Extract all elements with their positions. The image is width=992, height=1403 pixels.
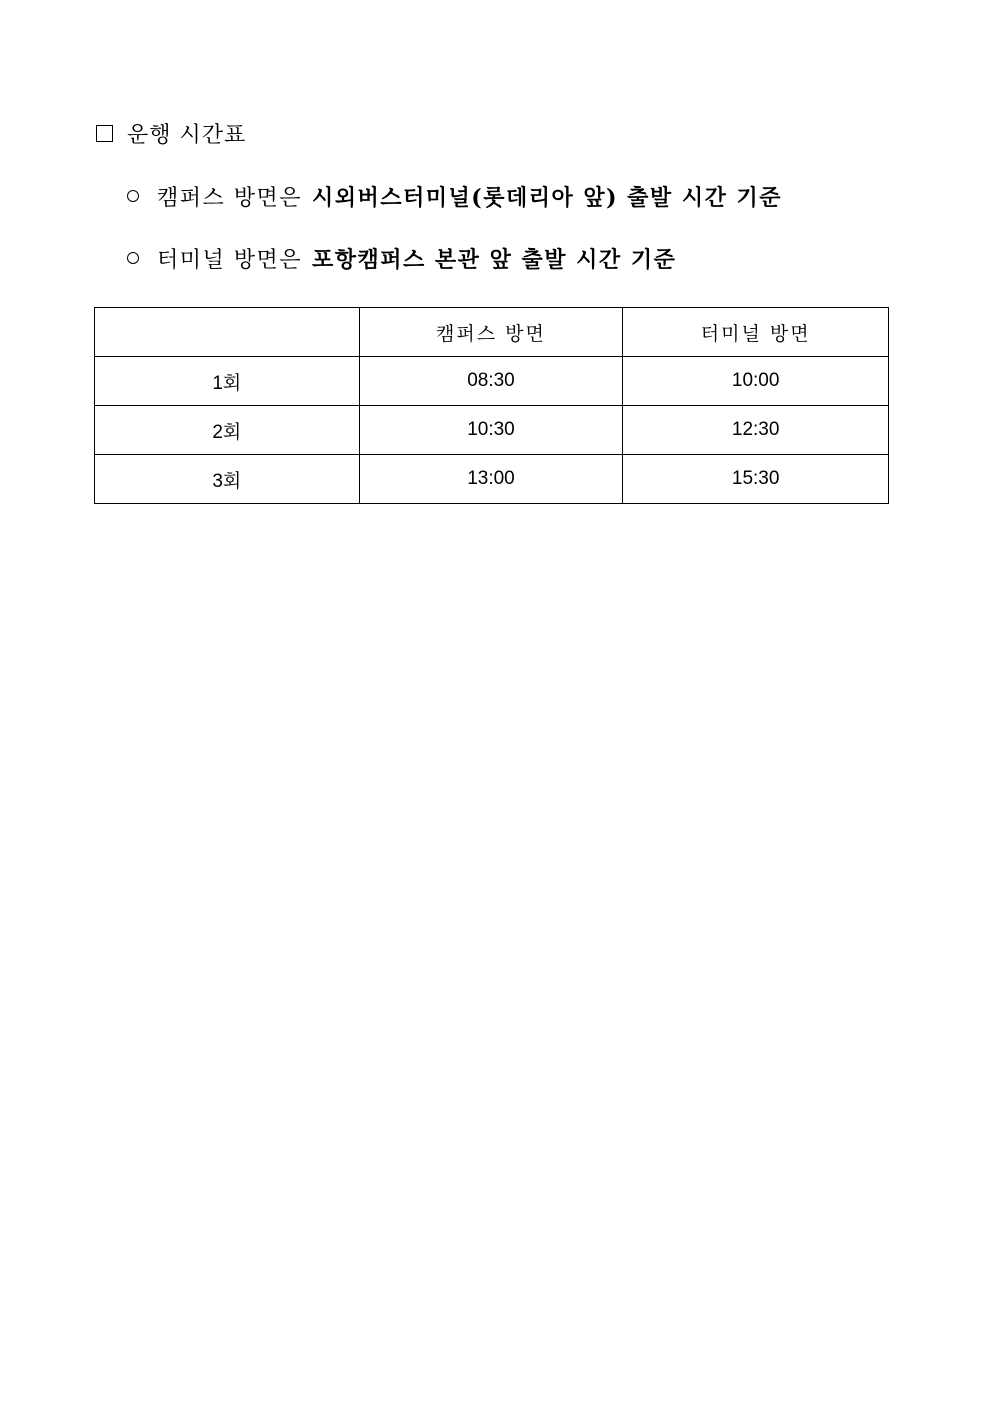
terminal-time: 10:00 [623,357,889,406]
square-bullet-icon [96,125,113,142]
terminal-time: 15:30 [623,455,889,504]
note-emphasis-text: 포항캠퍼스 본관 앞 출발 시간 기준 [312,246,677,273]
header-cell-blank [95,308,360,357]
circle-bullet-icon [127,252,139,264]
header-cell-campus: 캠퍼스 방면 [359,308,623,357]
terminal-time: 12:30 [623,406,889,455]
note-item [125,180,782,212]
table-row [95,455,889,504]
schedule-table [94,307,889,504]
campus-time: 13:00 [359,455,623,504]
section-heading [96,118,246,148]
circle-bullet-icon [127,190,139,202]
note-lead-text: 터미널 방면은 [157,247,303,273]
campus-time: 08:30 [359,357,623,406]
row-label: 1회 [95,357,360,406]
note-item [125,242,676,274]
campus-time: 10:30 [359,406,623,455]
row-label: 3회 [95,455,360,504]
note-emphasis-text: 시외버스터미널(롯데리아 앞) 출발 시간 기준 [312,184,783,211]
header-cell-terminal: 터미널 방면 [623,308,889,357]
table-row [95,406,889,455]
section-heading-text: 운행 시간표 [127,122,247,148]
note-lead-text: 캠퍼스 방면은 [157,185,303,211]
table-row [95,357,889,406]
table-header-row [95,308,889,357]
row-label: 2회 [95,406,360,455]
